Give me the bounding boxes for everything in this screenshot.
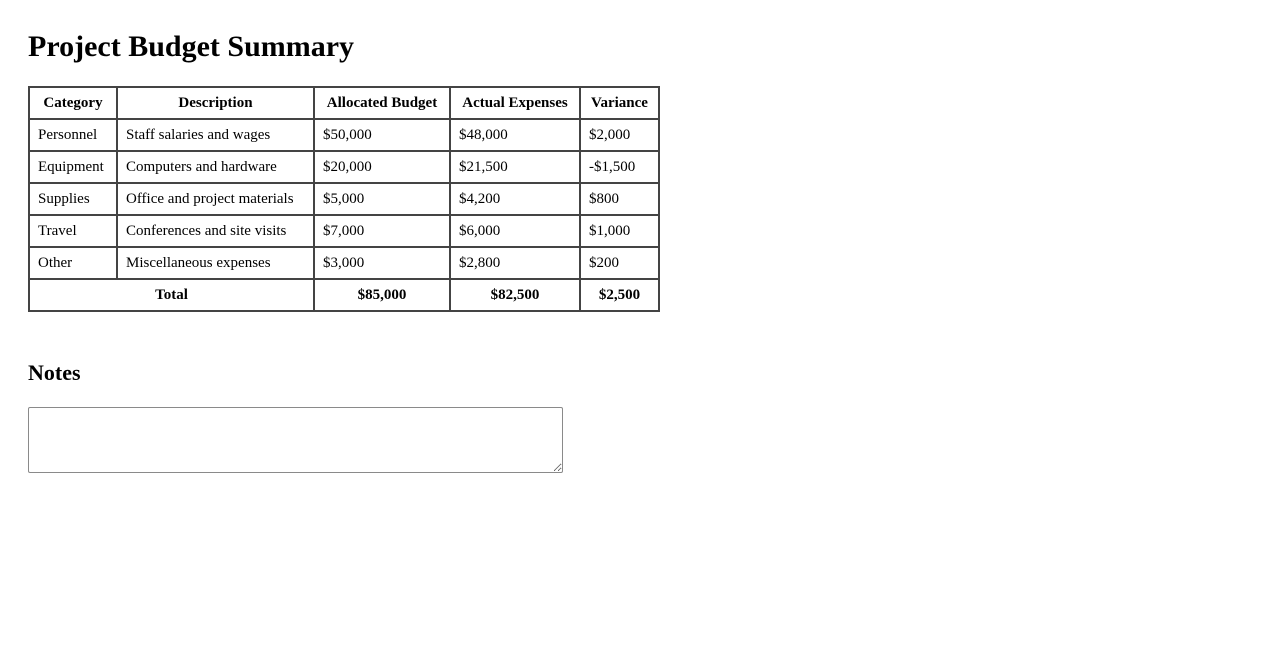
- allocated-cell: $3,000: [314, 247, 450, 279]
- page-title: Project Budget Summary: [28, 30, 355, 63]
- allocated-cell: $7,000: [314, 215, 450, 247]
- table-header-row: [29, 87, 659, 119]
- total-variance: $2,500: [580, 279, 659, 311]
- table-row: [29, 247, 659, 279]
- description-cell: Conferences and site visits: [117, 215, 314, 247]
- budget-table: [28, 86, 660, 312]
- variance-cell: $1,000: [580, 215, 659, 247]
- actual-cell: $4,200: [450, 183, 580, 215]
- variance-cell: -$1,500: [580, 151, 659, 183]
- category-cell: Personnel: [29, 119, 117, 151]
- variance-cell: $200: [580, 247, 659, 279]
- column-header-description: Description: [117, 87, 314, 119]
- description-cell: Staff salaries and wages: [117, 119, 314, 151]
- notes-textarea[interactable]: [28, 407, 563, 473]
- total-allocated: $85,000: [314, 279, 450, 311]
- column-header-actual-expenses: Actual Expenses: [450, 87, 580, 119]
- table-row: [29, 151, 659, 183]
- actual-cell: $21,500: [450, 151, 580, 183]
- category-cell: Other: [29, 247, 117, 279]
- description-cell: Computers and hardware: [117, 151, 314, 183]
- column-header-category: Category: [29, 87, 117, 119]
- variance-cell: $2,000: [580, 119, 659, 151]
- allocated-cell: $50,000: [314, 119, 450, 151]
- category-cell: Equipment: [29, 151, 117, 183]
- allocated-cell: $20,000: [314, 151, 450, 183]
- column-header-variance: Variance: [580, 87, 659, 119]
- actual-cell: $2,800: [450, 247, 580, 279]
- actual-cell: $48,000: [450, 119, 580, 151]
- total-actual: $82,500: [450, 279, 580, 311]
- table-row: [29, 183, 659, 215]
- variance-cell: $800: [580, 183, 659, 215]
- table-row: [29, 215, 659, 247]
- total-label: Total: [29, 279, 314, 311]
- description-cell: Miscellaneous expenses: [117, 247, 314, 279]
- category-cell: Supplies: [29, 183, 117, 215]
- total-row: [29, 279, 659, 311]
- description-cell: Office and project materials: [117, 183, 314, 215]
- table-row: [29, 119, 659, 151]
- column-header-allocated-budget: Allocated Budget: [314, 87, 450, 119]
- notes-heading: Notes: [28, 360, 81, 385]
- allocated-cell: $5,000: [314, 183, 450, 215]
- actual-cell: $6,000: [450, 215, 580, 247]
- category-cell: Travel: [29, 215, 117, 247]
